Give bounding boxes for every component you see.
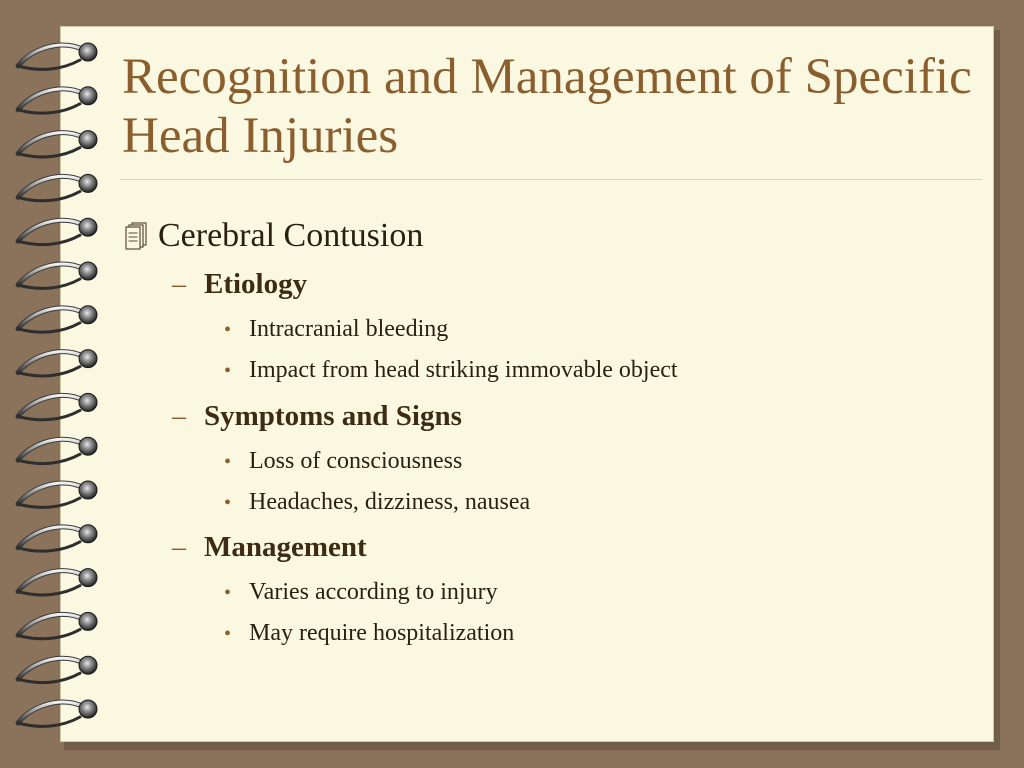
list-item-text: Loss of consciousness: [249, 448, 463, 474]
list-item-text: Intracranial bleeding: [249, 316, 449, 342]
section-etiology: [172, 268, 307, 301]
list-item-text: Varies according to injury: [249, 579, 498, 605]
section-symptoms-and-signs: [172, 400, 462, 433]
list-item-text: May require hospitalization: [249, 620, 515, 646]
list-item: [224, 357, 678, 384]
dash-marker: –: [172, 269, 186, 300]
list-item: [224, 620, 514, 647]
list-item-text: Impact from head striking immovable object: [249, 357, 678, 383]
dash-marker: –: [172, 401, 186, 432]
list-item: [224, 489, 530, 516]
list-item: [224, 579, 498, 606]
bullet-cerebral-contusion: Cerebral Contusion: [158, 217, 424, 254]
page-title: Recognition and Management of Specific Head Injuries: [122, 49, 972, 164]
list-item-text: Headaches, dizziness, nausea: [249, 489, 531, 515]
bullet-dot: •: [224, 360, 232, 382]
section-heading: Etiology: [204, 268, 308, 300]
bullet-dot: •: [224, 492, 232, 514]
section-heading: Symptoms and Signs: [204, 400, 462, 432]
bullet-dot: •: [224, 451, 232, 473]
list-item: [224, 316, 448, 343]
bullet-dot: •: [224, 582, 232, 604]
main-bullet: [124, 216, 423, 256]
notepad-icon: [124, 221, 150, 251]
dash-marker: –: [172, 532, 186, 563]
bullet-dot: •: [224, 623, 232, 645]
section-management: [172, 531, 367, 564]
list-item: [224, 448, 462, 475]
section-heading: Management: [204, 531, 367, 563]
bullet-dot: •: [224, 319, 232, 341]
